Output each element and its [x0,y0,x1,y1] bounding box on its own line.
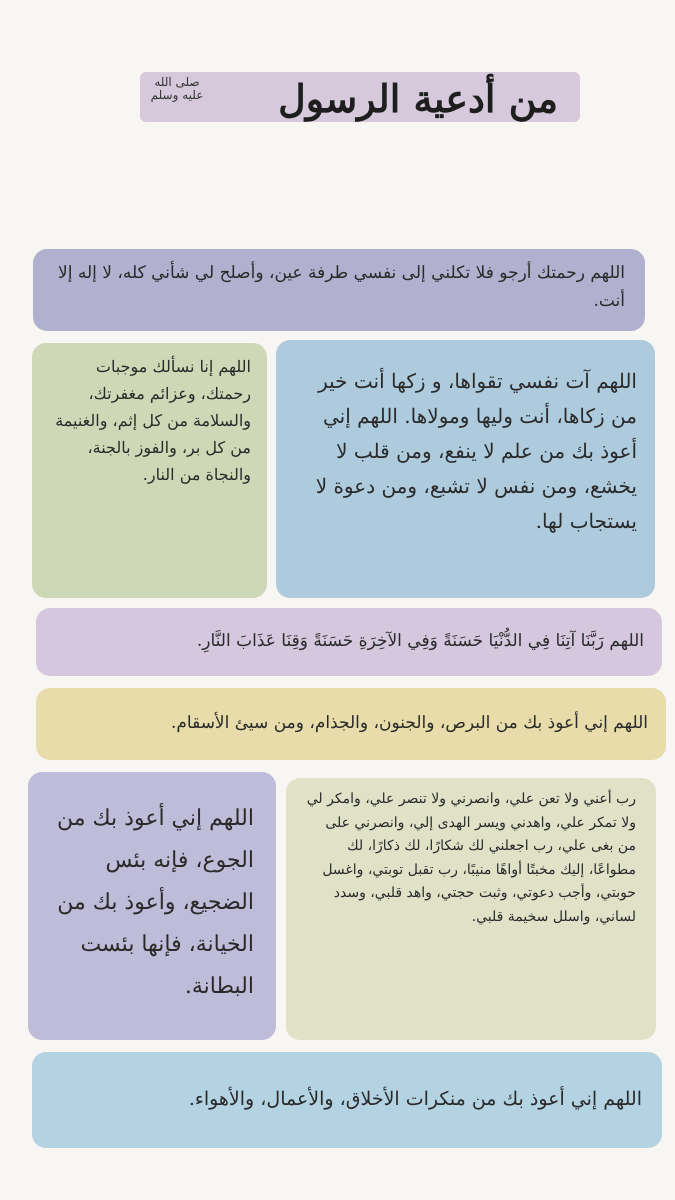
dua-card [33,249,645,331]
page-header [140,70,580,132]
dua-card [276,340,655,598]
dua-text: اللهم إني أعوذ بك من البرص، والجنون، والجذام، ومن سيئ الأسقام. [170,713,648,733]
dua-text: اللهم رَبَّنَا آتِنَا فِي الدُّنْيَا حَسَنَةً وَفِي الآخِرَةِ حَسَنَةً وَقِنَا عَذَابَ النَّارِ. [196,631,644,651]
page-title: من أدعية الرسول [278,76,558,121]
dua-text: رب أعني ولا تعن علي، وانصرني ولا تنصر علي، وامكر لي ولا تمكر علي، واهدني ويسر الهدى إلي، وانصرني على من بغى علي، رب اجعلني لك شكارًا، لك ذكارًا، لك مطواعًا، إليك مخبتًا أواهًا منيبًا، رب تقبل توبتي، واغسل حوبتي، وأجب دعوتي، وثبت حجتي، واهد قلبي، وسدد لساني، واسلل سخيمة قلبي. [306,791,636,925]
dua-text: اللهم إني أعوذ بك من منكرات الأخلاق، والأعمال، والأهواء. [188,1088,642,1110]
dua-card [32,343,267,598]
honorific-calligraphy: صلى الله عليه وسلم [150,75,204,102]
dua-card [286,778,656,1040]
dua-card [36,608,662,676]
dua-text: اللهم آت نفسي تقواها، و زكها أنت خير من زكاها، أنت وليها ومولاها. اللهم إني أعوذ بك من علم لا ينفع، ومن قلب لا يخشع، ومن نفس لا تشبع، ومن دعوة لا يستجاب لها. [315,369,637,533]
dua-card [32,1052,662,1148]
dua-text: اللهم إنا نسألك موجبات رحمتك، وعزائم مغفرتك، والسلامة من كل إثم، والغنيمة من كل بر، والفوز بالجنة، والنجاة من النار. [55,357,251,484]
dua-card [28,772,276,1040]
dua-text: اللهم رحمتك أرجو فلا تكلني إلى نفسي طرفة عين، وأصلح لي شأني كله، لا إله إلا أنت. [58,263,625,311]
dua-card [36,688,666,760]
dua-text: اللهم إني أعوذ بك من الجوع، فإنه بئس الضجيع، وأعوذ بك من الخيانة، فإنها بئست البطانة. [56,806,254,999]
